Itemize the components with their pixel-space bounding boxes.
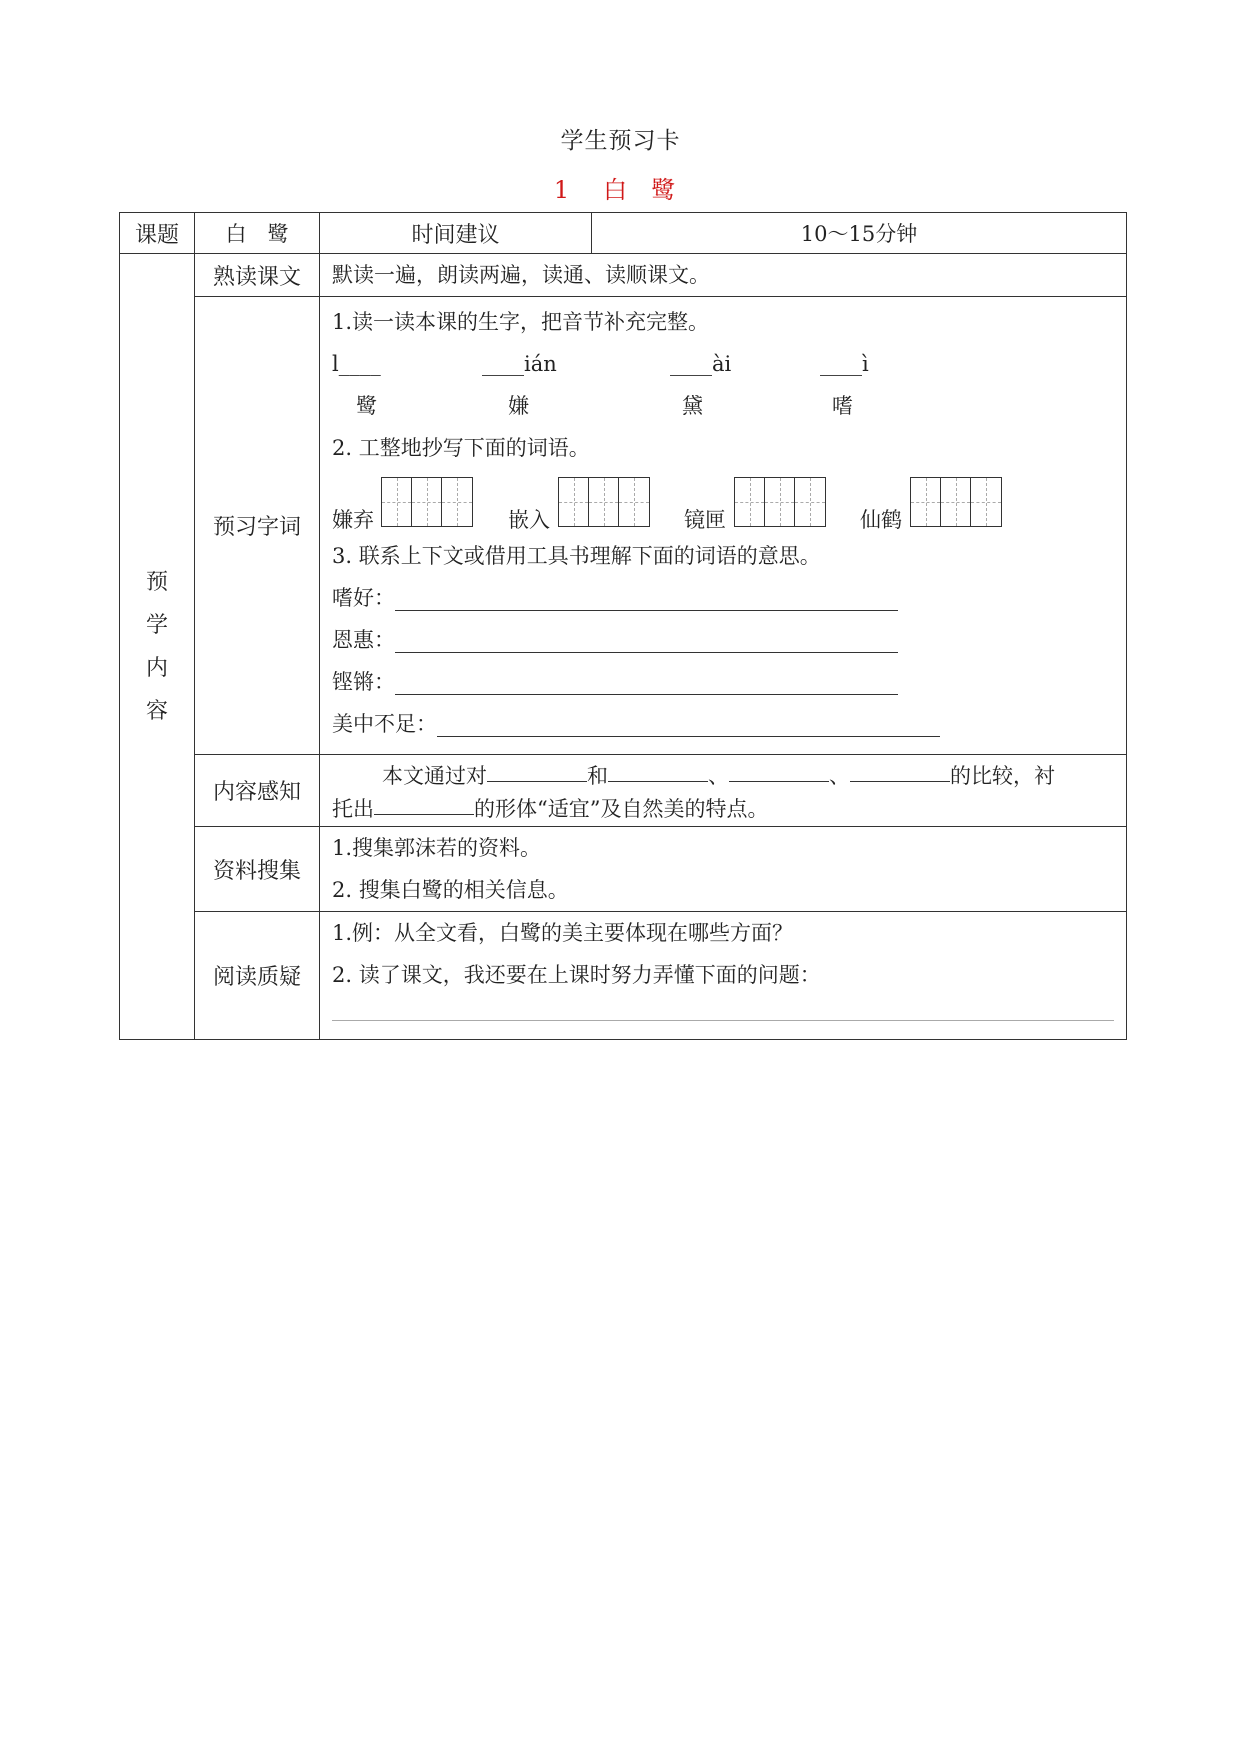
copy-word-2: 嵌入 bbox=[508, 508, 550, 532]
writing-grid-3[interactable] bbox=[734, 477, 826, 527]
pinyin-shi: ____ì bbox=[820, 352, 869, 376]
perceive-blank-4[interactable] bbox=[850, 759, 950, 782]
row-question bbox=[120, 912, 1127, 1040]
research-label: 资料搜集 bbox=[195, 827, 320, 912]
vocab-q3: 3. 联系上下文或借用工具书理解下面的词语的意思。 bbox=[332, 544, 821, 568]
copy-word-1: 嫌弃 bbox=[332, 508, 374, 532]
perceive-line-2 bbox=[332, 792, 1114, 825]
pinyin-dai: ____ài bbox=[670, 352, 732, 376]
pinyin-row bbox=[332, 343, 1114, 385]
perceive-text-3: 、 bbox=[708, 764, 729, 788]
meaning-label-1: 嗜好： bbox=[332, 586, 395, 610]
perceive-text-4: 、 bbox=[829, 764, 850, 788]
writing-grid-1[interactable] bbox=[381, 477, 473, 527]
lesson-number: 1 bbox=[553, 176, 570, 204]
topic-value: 白 鹭 bbox=[195, 213, 320, 254]
perceive-blank-3[interactable] bbox=[729, 759, 829, 782]
lesson-word-2: 鹭 bbox=[651, 176, 676, 204]
copy-word-3: 镜匣 bbox=[684, 508, 726, 532]
meaning-label-3: 铿锵： bbox=[332, 670, 395, 694]
perceive-text-5: 的比较，衬 bbox=[950, 764, 1055, 788]
meaning-label-4: 美中不足： bbox=[332, 712, 437, 736]
vocab-q1: 1.读一读本课的生字，把音节补充完整。 bbox=[332, 310, 710, 334]
row-read bbox=[120, 254, 1127, 297]
header-row bbox=[120, 213, 1127, 254]
preview-card-table bbox=[119, 212, 1127, 1040]
meaning-3 bbox=[332, 661, 1114, 703]
meaning-label-2: 恩惠： bbox=[332, 628, 395, 652]
section-char-2: 学 bbox=[145, 612, 168, 638]
perceive-text-2: 和 bbox=[587, 764, 608, 788]
time-value: 10～15分钟 bbox=[592, 213, 1127, 254]
question-item-2: 2. 读了课文，我还要在上课时努力弄懂下面的问题： bbox=[332, 963, 821, 987]
question-answer-line[interactable] bbox=[332, 1020, 1114, 1021]
meaning-blank-3[interactable] bbox=[395, 672, 898, 695]
meaning-2 bbox=[332, 619, 1114, 661]
perceive-label: 内容感知 bbox=[195, 755, 320, 827]
section-char-4: 容 bbox=[145, 698, 168, 724]
section-label bbox=[120, 254, 195, 1040]
question-label: 阅读质疑 bbox=[195, 912, 320, 1040]
meaning-blank-1[interactable] bbox=[395, 588, 898, 611]
perceive-blank-2[interactable] bbox=[608, 759, 708, 782]
meaning-1 bbox=[332, 577, 1114, 619]
vocab-q2: 2. 工整地抄写下面的词语。 bbox=[332, 436, 590, 460]
vocab-label: 预习字词 bbox=[195, 297, 320, 755]
char-xian: 嫌 bbox=[508, 394, 529, 418]
char-dai: 黛 bbox=[682, 394, 703, 418]
lesson-title bbox=[0, 170, 1241, 205]
topic-label: 课题 bbox=[120, 213, 195, 254]
char-shi: 嗜 bbox=[832, 394, 853, 418]
writing-grid-2[interactable] bbox=[558, 477, 650, 527]
perceive-line-1 bbox=[332, 755, 1114, 792]
question-content bbox=[320, 912, 1127, 1040]
research-item-2: 2. 搜集白鹭的相关信息。 bbox=[332, 878, 569, 902]
research-content bbox=[320, 827, 1127, 912]
chars-row bbox=[332, 385, 1114, 427]
writing-grid-4[interactable] bbox=[910, 477, 1002, 527]
pinyin-xian: ____ián bbox=[482, 352, 557, 376]
perceive-blank-1[interactable] bbox=[487, 759, 587, 782]
meaning-blank-4[interactable] bbox=[437, 714, 940, 737]
row-vocab bbox=[120, 297, 1127, 755]
meaning-4 bbox=[332, 703, 1114, 745]
perceive-content bbox=[320, 755, 1127, 827]
section-char-1: 预 bbox=[145, 569, 168, 595]
read-text bbox=[320, 254, 1127, 297]
vocab-content bbox=[320, 297, 1127, 755]
section-char-3: 内 bbox=[145, 655, 168, 681]
row-research bbox=[120, 827, 1127, 912]
read-label: 熟读课文 bbox=[195, 254, 320, 297]
research-item-1: 1.搜集郭沫若的资料。 bbox=[332, 836, 542, 860]
page-title: 学生预习卡 bbox=[560, 128, 681, 154]
time-label: 时间建议 bbox=[320, 213, 592, 254]
char-lu: 鹭 bbox=[356, 394, 377, 418]
question-item-1: 1.例：从全文看，白鹭的美主要体现在哪些方面？ bbox=[332, 921, 794, 945]
read-instruction: 默读一遍，朗读两遍，读通、读顺课文。 bbox=[332, 263, 710, 287]
lesson-word-1: 白 bbox=[603, 176, 628, 204]
perceive-text-6: 托出 bbox=[332, 797, 374, 821]
meaning-blank-2[interactable] bbox=[395, 630, 898, 653]
perceive-blank-5[interactable] bbox=[374, 792, 474, 815]
pinyin-lu: l____ bbox=[332, 352, 381, 376]
perceive-text-7: 的形体“适宜”及自然美的特点。 bbox=[474, 797, 769, 821]
row-perceive bbox=[120, 755, 1127, 827]
copy-word-4: 仙鹤 bbox=[860, 508, 902, 532]
copy-words-row bbox=[332, 469, 1114, 535]
perceive-text-1: 本文通过对 bbox=[382, 764, 487, 788]
